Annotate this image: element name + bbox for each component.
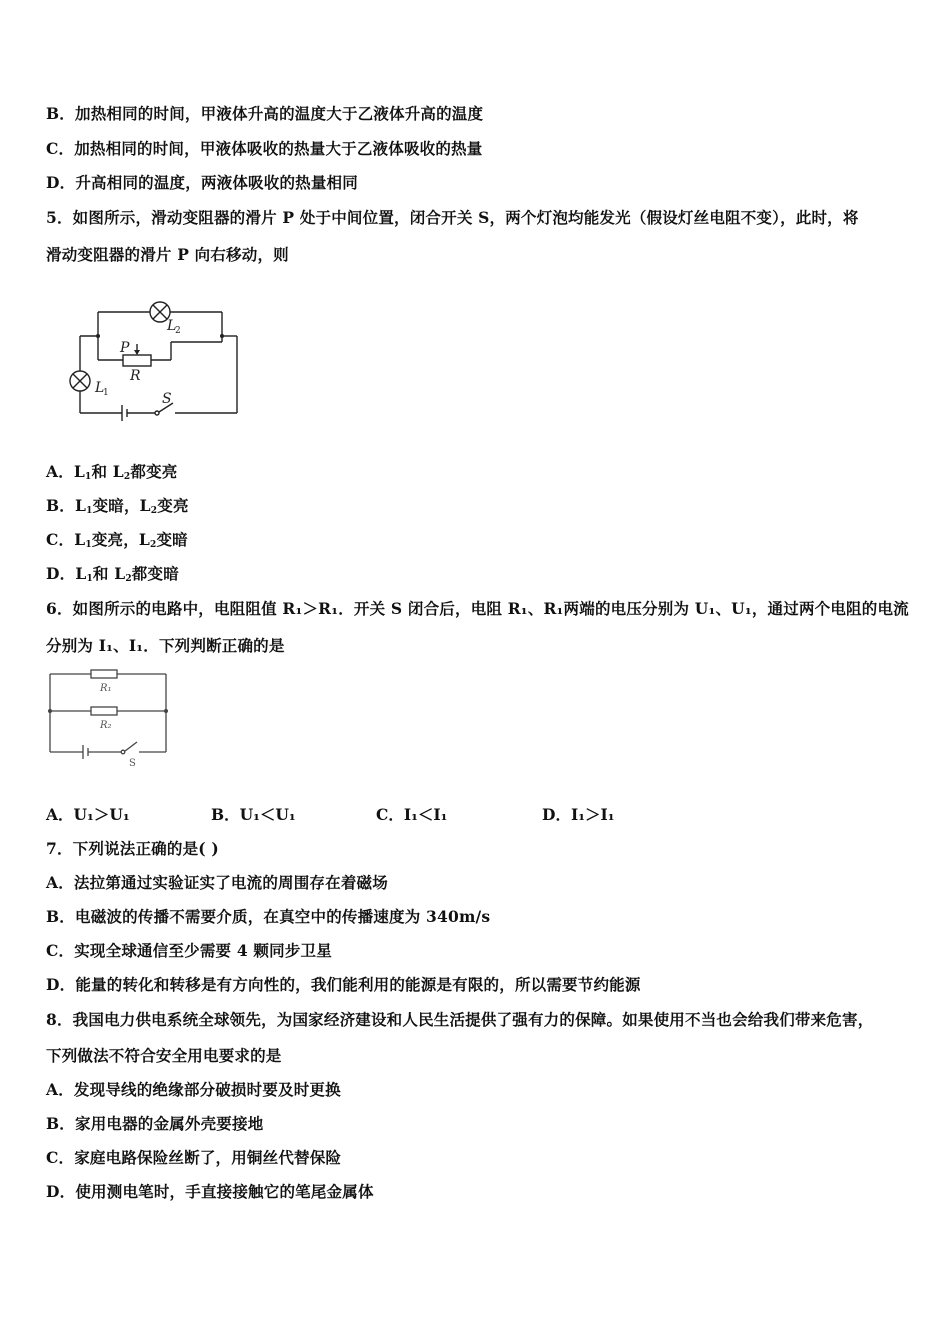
- q6-stem-line2: 分别为 I₁、I₁．下列判断正确的是: [46, 636, 285, 655]
- q6-label-s: S: [129, 758, 136, 769]
- q5-stem-line2: 滑动变阻器的滑片 P 向右移动，则: [46, 245, 289, 264]
- q5-circuit-figure: [60, 292, 260, 427]
- q5-label-l1: L: [95, 380, 105, 396]
- q6-option-c: C．I₁＜I₁: [376, 805, 448, 824]
- q5-label-l2: L: [167, 318, 177, 334]
- q5-option-b: B．$L_1$变暗，$L_2$变亮: [46, 496, 189, 516]
- q6-option-b: B．U₁＜U₁: [211, 805, 296, 824]
- q8-option-a: A．发现导线的绝缘部分破损时要及时更换: [46, 1080, 341, 1099]
- q7-stem: 7．下列说法正确的是( ): [46, 839, 219, 858]
- q7-option-c: C．实现全球通信至少需要 4 颗同步卫星: [46, 941, 332, 960]
- q7-option-d: D．能量的转化和转移是有方向性的，我们能利用的能源是有限的，所以需要节约能源: [46, 975, 641, 994]
- q8-option-d: D．使用测电笔时，手直接接触它的笔尾金属体: [46, 1182, 374, 1201]
- q4-option-d: D．升高相同的温度，两液体吸收的热量相同: [46, 173, 358, 192]
- q5-label-s: S: [162, 391, 172, 407]
- q4-option-b: B．加热相同的时间，甲液体升高的温度大于乙液体升高的温度: [46, 104, 484, 123]
- q5-option-a: A．$L_1$和 $L_2$都变亮: [46, 462, 178, 482]
- q6-option-d: D．I₁＞I₁: [542, 805, 615, 824]
- q8-stem-line2: 下列做法不符合安全用电要求的是: [46, 1046, 282, 1065]
- q6-label-r1: R₁: [100, 683, 112, 694]
- q7-option-b: B．电磁波的传播不需要介质，在真空中的传播速度为 340m/s: [46, 907, 491, 926]
- q5-label-l2-sub: 2: [175, 326, 181, 336]
- q6-stem-line1: 6．如图所示的电路中，电阻阻值 R₁＞R₁．开关 S 闭合后，电阻 R₁、R₁两端的电压分别为 U₁、U₁，通过两个电阻的电流: [46, 599, 909, 618]
- q4-option-c: C．加热相同的时间，甲液体吸收的热量大于乙液体吸收的热量: [46, 139, 483, 158]
- q5-option-c: C．$L_1$变亮，$L_2$变暗: [46, 530, 188, 550]
- q6-circuit-figure: [45, 668, 180, 773]
- q6-label-r2: R₂: [100, 720, 112, 731]
- q8-option-c: C．家庭电路保险丝断了，用铜丝代替保险: [46, 1148, 342, 1167]
- q5-label-l1-sub: 1: [103, 388, 109, 398]
- q6-options-row: [46, 803, 926, 823]
- q5-label-r: R: [130, 368, 141, 384]
- q6-option-a: A．U₁＞U₁: [46, 805, 130, 824]
- q7-option-a: A．法拉第通过实验证实了电流的周围存在着磁场: [46, 873, 388, 892]
- q8-stem-line1: 8．我国电力供电系统全球领先，为国家经济建设和人民生活提供了强有力的保障。如果使用不当也会给我们带来危害，: [46, 1010, 874, 1029]
- q8-option-b: B．家用电器的金属外壳要接地: [46, 1114, 264, 1133]
- q5-option-d: D．$L_1$和 $L_2$都变暗: [46, 564, 179, 584]
- q5-label-p: P: [120, 340, 130, 356]
- q5-stem-line1: 5．如图所示，滑动变阻器的滑片 P 处于中间位置，闭合开关 S，两个灯泡均能发光（假设灯丝电阻不变），此时，将: [46, 208, 859, 227]
